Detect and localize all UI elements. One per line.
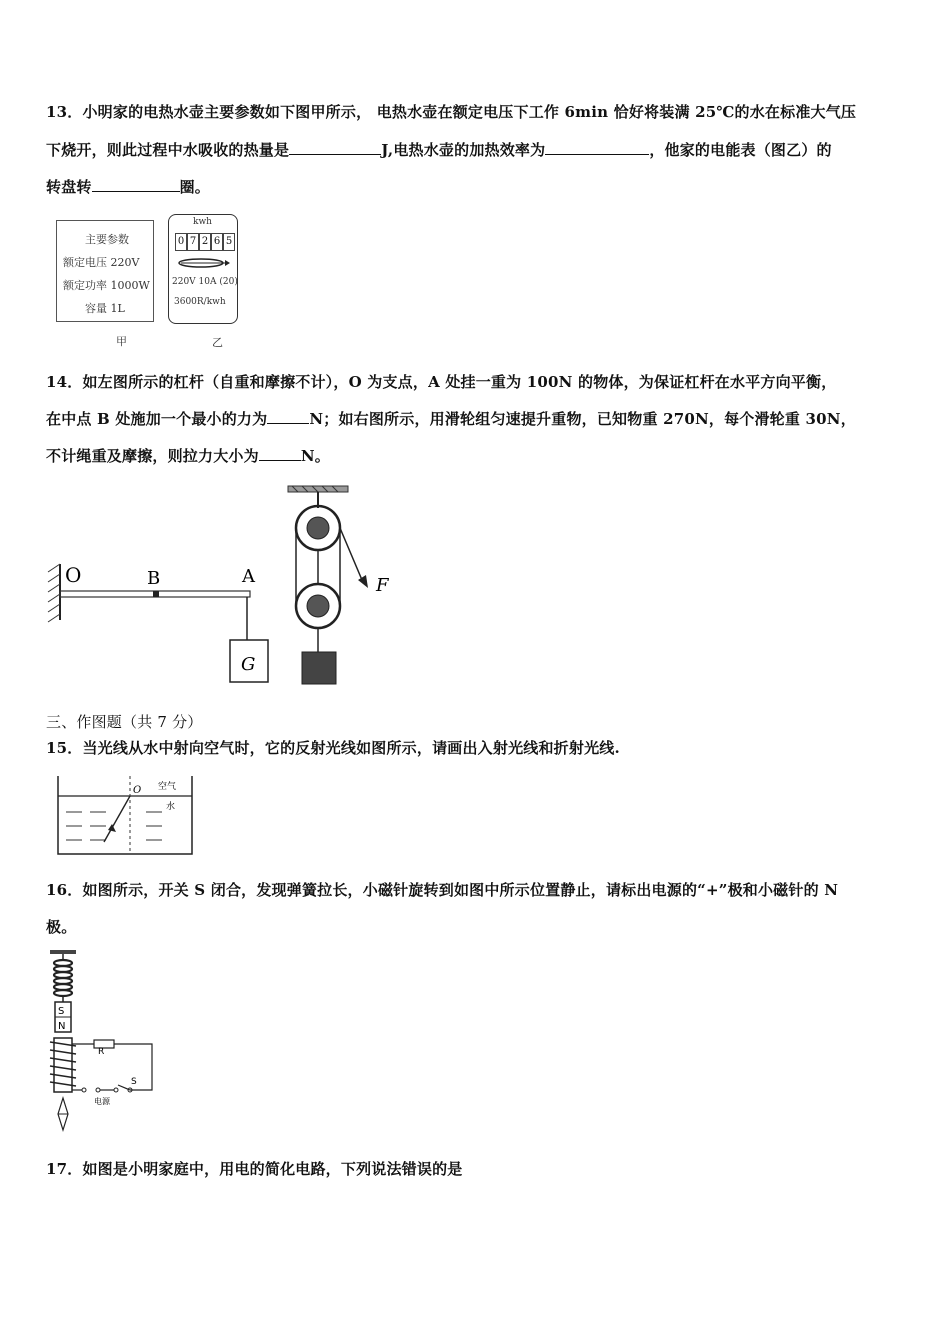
magnet-label-n: N: [58, 1021, 66, 1032]
q15-text: 15．当光线从水中射向空气时，它的反射光线如图所示，请画出入射光线和折射光线.: [46, 739, 620, 757]
q13-line-2: [46, 139, 832, 160]
label-air: 空气: [158, 782, 177, 792]
meter-digit: 7: [187, 233, 199, 251]
q13-line-3: [46, 176, 210, 197]
label-A: A: [242, 566, 255, 587]
label-G: G: [241, 654, 256, 675]
meter-digits: [175, 233, 235, 251]
q14-line-1: 14．如左图所示的杠杆（自重和摩擦不计），O 为支点，A 处挂一重为 100N 的物体，为保证杠杆在水平方向平衡，: [46, 373, 837, 391]
q13-line-3a: 转盘转: [46, 178, 92, 196]
electromagnet-diagram: [44, 948, 162, 1134]
meter-unit: kwh: [193, 217, 212, 227]
q14-line-3b: N。: [300, 447, 330, 465]
q13-blank-turns[interactable]: [92, 177, 180, 192]
label-water: 水: [166, 802, 176, 812]
meter-digit: 0: [175, 233, 187, 251]
section-3-title: 三、作图题（共 7 分）: [46, 713, 203, 731]
meter-digit: 2: [199, 233, 211, 251]
meter-digit: 5: [223, 233, 235, 251]
q14-line-2b: N；如右图所示，用滑轮组匀速提升重物，已知物重 270N，每个滑轮重 30N，: [309, 410, 856, 428]
q14-blank-pull[interactable]: [259, 446, 301, 461]
label-O: O: [65, 563, 82, 587]
table-title: 主要参数: [85, 233, 129, 246]
q13-blank-efficiency[interactable]: [545, 140, 649, 155]
q13-line-2b: J,电热水壶的加热效率为: [381, 141, 546, 159]
q13-line-2a: 下烧开，则此过程中水吸收的热量是: [46, 141, 290, 159]
caption-jia: 甲: [116, 335, 127, 348]
q14-line-3: [46, 445, 330, 466]
q16-line-1: 16．如图所示，开关 S 闭合，发现弹簧拉长，小磁针旋转到如图中所示位置静止，请标出电源的“+”极和小磁针的 N: [46, 881, 839, 899]
meter-digit: 6: [211, 233, 223, 251]
caption-yi: 乙: [212, 336, 223, 349]
meter-constant: 3600R/kwh: [174, 297, 226, 307]
q14-line-3a: 不计绳重及摩擦，则拉力大小为: [46, 447, 259, 465]
refraction-diagram: [56, 774, 196, 856]
q13-line-2c: ，他家的电能表（图乙）的: [649, 141, 832, 159]
q16-line-2: 极。: [46, 918, 77, 936]
table-power: 额定功率 1000W: [63, 279, 150, 292]
kettle-parameter-table: [56, 220, 154, 322]
q14-line-2: [46, 408, 856, 429]
label-point-O: O: [133, 785, 142, 796]
table-voltage: 额定电压 220V: [63, 256, 140, 269]
electric-meter: [168, 214, 238, 324]
lever-diagram: [44, 560, 274, 690]
power-source-label: 电源: [94, 1097, 110, 1106]
meter-dial-icon: [175, 255, 231, 271]
q13-line-1: 13．小明家的电热水壶主要参数如下图甲所示， 电热水壶在额定电压下工作 6min 恰好将装满 25℃的水在标准大气压: [46, 103, 857, 121]
table-capacity: 容量 1L: [85, 302, 125, 315]
label-F: F: [376, 575, 389, 596]
switch-label: S: [131, 1077, 137, 1087]
magnet-label-s: S: [58, 1006, 65, 1017]
q14-line-2a: 在中点 B 处施加一个最小的力为: [46, 410, 268, 428]
q17-text: 17．如图是小明家庭中，用电的简化电路，下列说法错误的是: [46, 1160, 463, 1178]
q13-line-3b: 圈。: [179, 178, 211, 196]
resistor-label: R: [98, 1047, 105, 1057]
meter-rating: 220V 10A (20): [172, 277, 238, 287]
pulley-diagram: [282, 484, 402, 689]
q14-blank-force[interactable]: [267, 409, 309, 424]
q13-blank-heat[interactable]: [289, 140, 381, 155]
label-B: B: [147, 568, 161, 589]
